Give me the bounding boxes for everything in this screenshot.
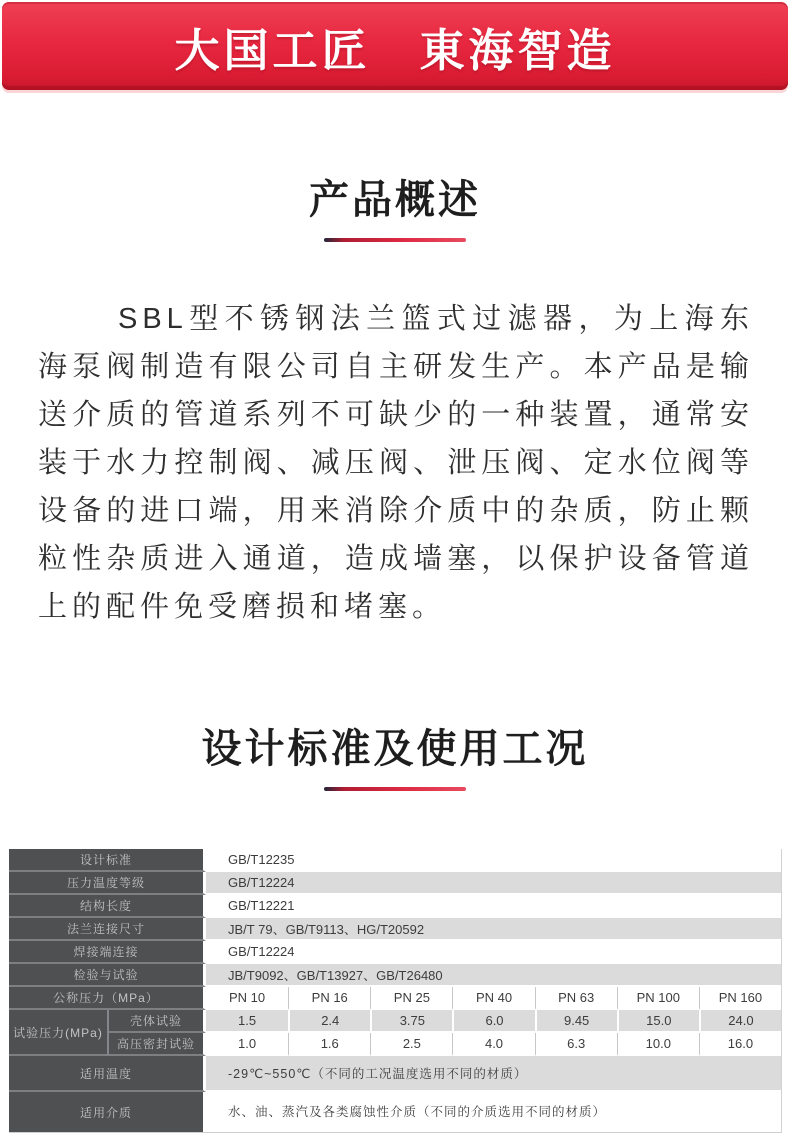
- cell-value: 1.0: [206, 1033, 288, 1056]
- pn-column-header: PN 100: [617, 987, 699, 1010]
- specs-section-title: 设计标准及使用工况: [201, 727, 589, 771]
- table-row-temperature: [9, 1056, 781, 1092]
- cell-value: 6.0: [452, 1010, 534, 1033]
- table-row-seal-test: [9, 1033, 781, 1056]
- table-row: [9, 895, 781, 918]
- table-row: [9, 849, 781, 872]
- table-row: [9, 964, 781, 987]
- banner-title: 大国工匠 東海智造: [174, 24, 616, 76]
- table-row: [9, 872, 781, 895]
- cell-value: 16.0: [699, 1033, 781, 1056]
- table-row-shell-test: [9, 1010, 781, 1033]
- overview-paragraph: SBL型不锈钢法兰篮式过滤器，为上海东海泵阀制造有限公司自主研发生产。本产品是输送介质的管道系列不可缺少的一种装置，通常安装于水力控制阀、减压阀、泄压阀、定水位阀等设备的进口端，用来消除介质中的杂质，防止颗粒性杂质进入通道，造成墙塞，以保护设备管道上的配件免受磨损和堵塞。: [38, 303, 754, 623]
- row-label: 检验与试验: [9, 964, 206, 987]
- row-label: 焊接端连接: [9, 941, 206, 964]
- row-label: 适用介质: [9, 1092, 206, 1132]
- pn-column-header: PN 63: [535, 987, 617, 1010]
- overview-title-underline: [324, 238, 466, 242]
- row-sublabel: 高压密封试验: [109, 1033, 206, 1056]
- header-banner: [2, 2, 788, 90]
- row-value: -29℃~550℃（不同的工况温度选用不同的材质）: [206, 1056, 781, 1092]
- table-row: [9, 918, 781, 941]
- cell-value: 10.0: [617, 1033, 699, 1056]
- cell-value: 4.0: [452, 1033, 534, 1056]
- row-label: 压力温度等级: [9, 872, 206, 895]
- pn-column-header: PN 160: [699, 987, 781, 1010]
- row-value: GB/T12221: [206, 895, 781, 918]
- row-value: GB/T12235: [206, 849, 781, 872]
- row-value: GB/T12224: [206, 872, 781, 895]
- row-label: 结构长度: [9, 895, 206, 918]
- row-value: GB/T12224: [206, 941, 781, 964]
- row-sublabel: 壳体试验: [109, 1010, 206, 1033]
- cell-value: 24.0: [699, 1010, 781, 1033]
- row-label: 适用温度: [9, 1056, 206, 1092]
- row-label: 公称压力（MPa）: [9, 987, 206, 1010]
- pn-column-header: PN 16: [288, 987, 370, 1010]
- table-row-nominal-pressure: [9, 987, 781, 1010]
- row-value: JB/T 79、GB/T9113、HG/T20592: [206, 918, 781, 941]
- table-row: [9, 941, 781, 964]
- cell-value: 1.5: [206, 1010, 288, 1033]
- specs-title-underline: [324, 787, 466, 791]
- spec-table-container: [9, 849, 782, 1133]
- cell-value: 3.75: [370, 1010, 452, 1033]
- cell-value: 2.4: [288, 1010, 370, 1033]
- row-label: 法兰连接尺寸: [9, 918, 206, 941]
- cell-value: 9.45: [535, 1010, 617, 1033]
- cell-value: 15.0: [617, 1010, 699, 1033]
- test-pressure-group-label: 试验压力(MPa): [9, 1010, 109, 1056]
- pn-column-header: PN 10: [206, 987, 288, 1010]
- overview-section-title: 产品概述: [309, 178, 481, 222]
- row-value: JB/T9092、GB/T13927、GB/T26480: [206, 964, 781, 987]
- cell-value: 1.6: [288, 1033, 370, 1056]
- pn-column-header: PN 40: [452, 987, 534, 1010]
- cell-value: 2.5: [370, 1033, 452, 1056]
- spec-table: [9, 849, 781, 1132]
- pn-column-header: PN 25: [370, 987, 452, 1010]
- table-row-media: [9, 1092, 781, 1132]
- row-label: 设计标准: [9, 849, 206, 872]
- row-value: 水、油、蒸汽及各类腐蚀性介质（不同的介质选用不同的材质）: [206, 1092, 781, 1132]
- cell-value: 6.3: [535, 1033, 617, 1056]
